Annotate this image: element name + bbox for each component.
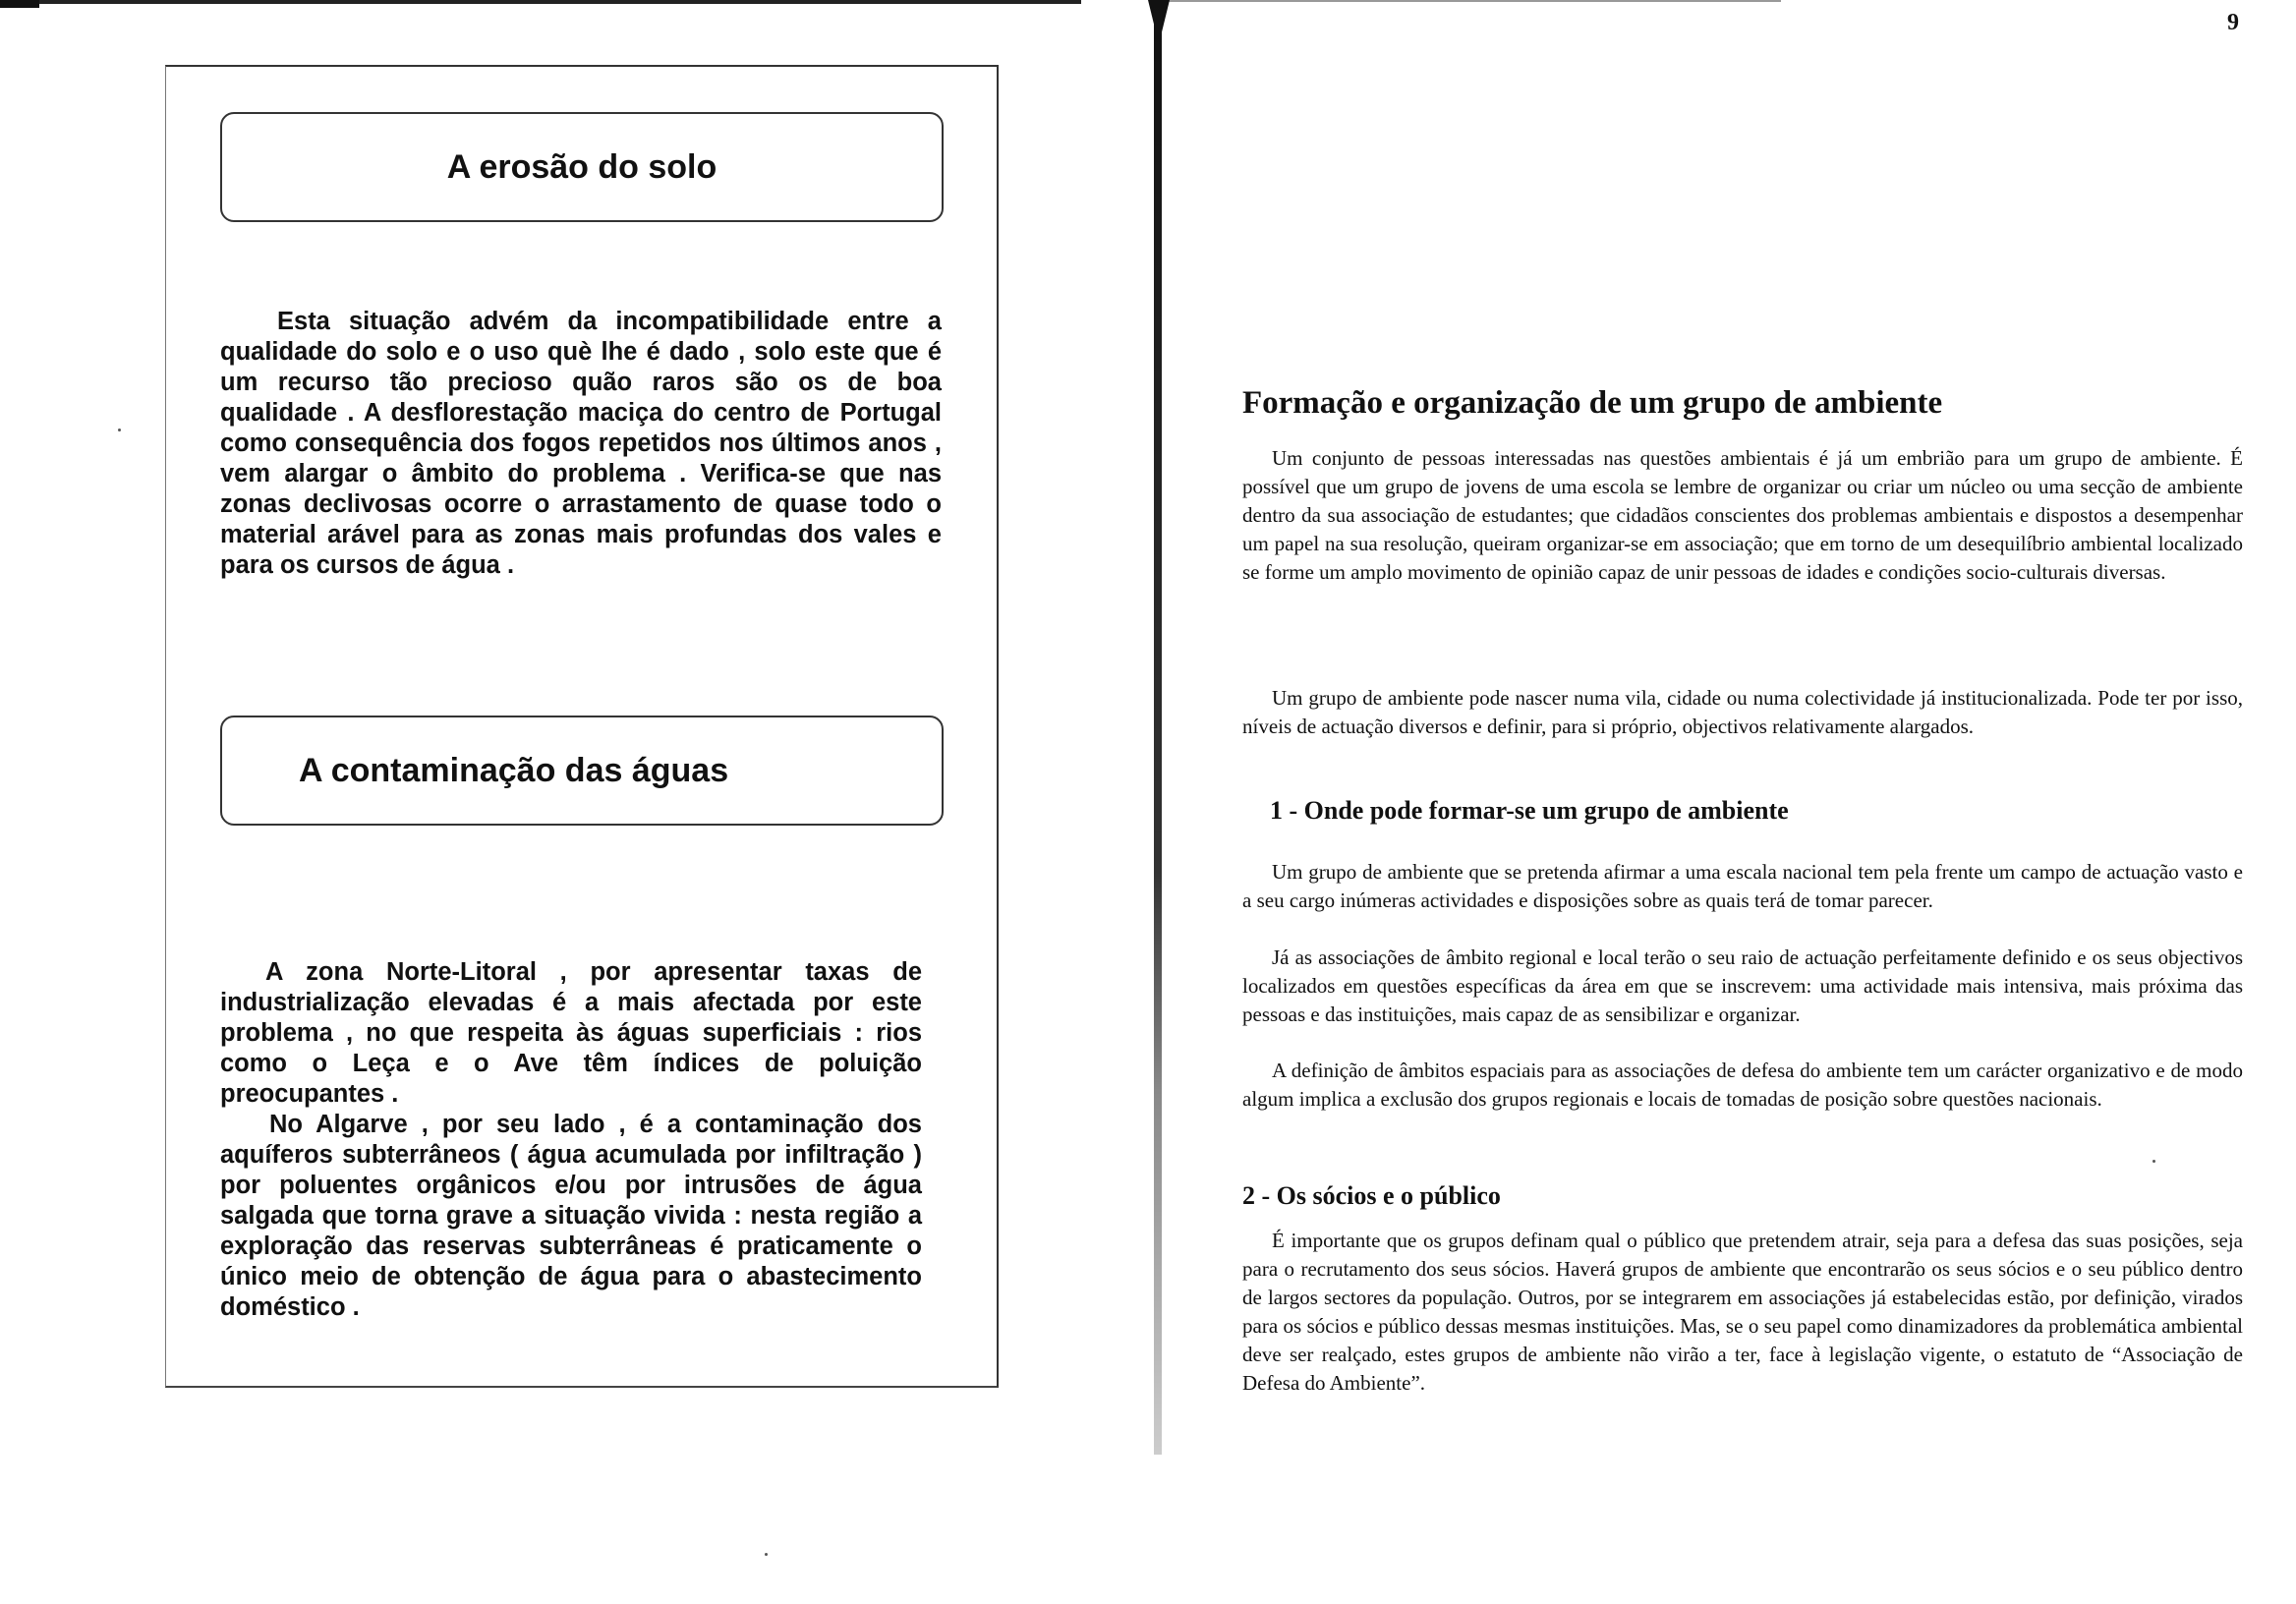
section-heading-2: 2 - Os sócios e o público <box>1242 1181 1501 1210</box>
intro-paragraph: Um conjunto de pessoas interessadas nas questões ambientais é já um embrião para um grupo de ambiente. É possível que um grupo de jovens de uma escola se lembre de organizar ou criar um núcleo ou uma secção de ambiente dentro da sua associação de estudantes; que cidadãos conscientes dos problemas ambientais e dispostos a desempenhar um papel na sua resolução, queiram organizar-se em associação; que em torno de um desequilíbrio ambiental localizado se forme um amplo movimento de opinião capaz de unir pessoas de idades e condições socio-culturais diversas. <box>1242 446 2243 584</box>
erosion-paragraph: Esta situação advém da incompatibilidade entre a qualidade do solo e o uso què lhe é dado , solo este que é um recurso tão precioso quão raros são os de boa qualidade . A desflorestação maciça do centro de Portugal como consequência dos fogos repetidos nos últimos anos , vem alargar o âmbito do problema . Verifica-se que nas zonas declivosas ocorre o arrastamento de quase todo o material arável para as zonas mais profundas dos vales e para os cursos de água . <box>220 308 942 579</box>
section1-paragraph: Já as associações de âmbito regional e local terão o seu raio de actuação perfeitamente definido e os seus objectivos localizados em questões específicas da área em que se inscrevem: uma actividade mais intensiva, mais próxima das pessoas e das instituições, mais capaz de as sensibilizar e organizar. <box>1242 945 2243 1026</box>
section2-paragraph: É importante que os grupos definam qual o público que pretendem atrair, seja para a defesa das suas posições, seja para o recrutamento dos seus sócios. Haverá grupos de ambiente que encontrarão os seus sócios e o seu público dentro de largos sectores da população. Outros, por se integrarem em associações já estabelecidas estão, por definição, virados para os sócios e público dessas mesmas instituições. Mas, se o seu papel como dinamizadores da problemática ambiental deve ser realçado, estes grupos de ambiente não virão a ter, face à legislação vigente, o estatuto de “Associação de Defesa do Ambiente”. <box>1242 1229 2243 1395</box>
scan-speck <box>765 1553 768 1556</box>
scan-speck <box>2152 1160 2155 1163</box>
contamination-title: A contaminação das águas <box>299 751 729 789</box>
right-page-title: Formação e organização de um grupo de ambiente <box>1242 385 1943 421</box>
scan-speck <box>118 429 121 431</box>
contamination-paragraph-north: A zona Norte-Litoral , por apresentar taxas de industrialização elevadas é a mais afectada por este problema , no que respeita às águas superficiais : rios como o Leça e o Ave têm índices de poluição preocupantes . <box>220 958 922 1108</box>
erosion-title-box <box>220 112 944 222</box>
section-heading-1: 1 - Onde pode formar-se um grupo de ambiente <box>1270 796 1789 825</box>
scan-edge-artifact <box>0 0 1081 4</box>
section1-paragraph: A definição de âmbitos espaciais para as associações de defesa do ambiente tem um carácter organizativo e de modo algum implica a exclusão dos grupos regionais e locais de tomadas de posição sobre questões nacionais. <box>1242 1059 2243 1111</box>
erosion-title: A erosão do solo <box>446 147 718 186</box>
contamination-paragraph-algarve: No Algarve , por seu lado , é a contaminação dos aquíferos subterrâneos ( água acumulada por infiltração ) por poluentes orgânicos e/ou por intrusões de água salgada que torna grave a situação vivida : nesta região a exploração das reservas subterrâneas é praticamente o único meio de obtenção de água para o abastecimento doméstico . <box>220 1111 922 1321</box>
section1-paragraph: Um grupo de ambiente que se pretenda afirmar a uma escala nacional tem pela frente um campo de actuação vasto e a seu cargo inúmeras actividades e disposições sobre as quais terá de tomar parecer. <box>1242 860 2243 912</box>
binding-gutter <box>1154 0 1162 1455</box>
scan-edge-artifact <box>1152 0 1781 2</box>
intro-paragraph: Um grupo de ambiente pode nascer numa vila, cidade ou numa colectividade já institucionalizada. Pode ter por isso, níveis de actuação diversos e definir, para si próprio, objectivos relativamente alargados. <box>1242 686 2243 738</box>
page-number: 9 <box>2227 10 2239 35</box>
contamination-title-box <box>220 716 944 826</box>
scan-edge-artifact <box>0 0 39 8</box>
